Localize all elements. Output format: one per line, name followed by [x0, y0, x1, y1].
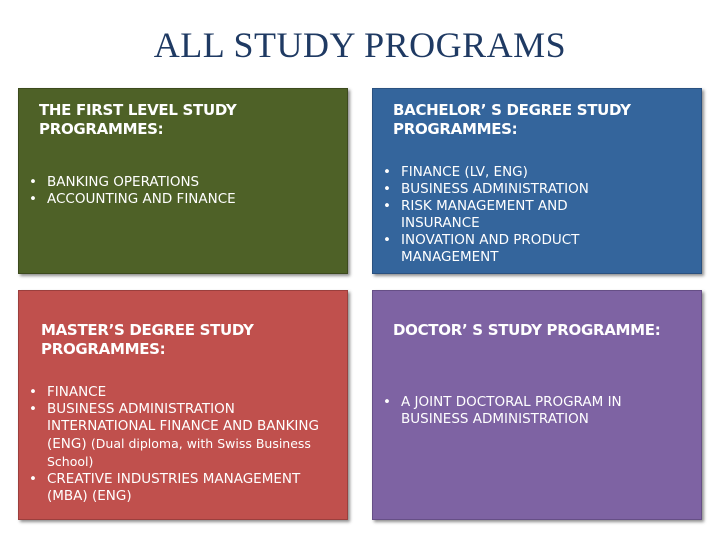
list-item-continuation: INTERNATIONAL FINANCE AND BANKING (ENG)	[47, 418, 319, 452]
master-heading	[41, 321, 254, 359]
first-level-heading-line2: PROGRAMMES:	[39, 120, 164, 138]
master-heading-line2: PROGRAMMES:	[41, 340, 166, 358]
list-item: • FINANCE (LV, ENG)	[381, 164, 631, 181]
first-level-heading-line1: THE FIRST LEVEL STUDY	[39, 101, 237, 119]
master-heading-line1: MASTER’S DEGREE STUDY	[41, 321, 254, 339]
doctor-list	[381, 394, 681, 428]
page-title: ALL STUDY PROGRAMS	[153, 25, 567, 65]
first-level-heading	[39, 101, 236, 139]
doctor-heading: DOCTOR’ S STUDY PROGRAMME:	[393, 321, 661, 339]
list-item-note: (Dual diploma, with Swiss Business School)	[47, 436, 311, 469]
list-item-text: BUSINESS ADMINISTRATION	[47, 401, 235, 417]
master-programmes-box	[18, 290, 348, 520]
bachelor-list	[381, 164, 631, 266]
first-level-programmes-box	[18, 88, 348, 274]
bachelor-heading	[393, 101, 631, 139]
list-item	[27, 401, 332, 471]
list-item: • CREATIVE INDUSTRIES MANAGEMENT (MBA) (ENG)	[27, 471, 332, 505]
first-level-list	[27, 174, 337, 208]
bachelor-heading-line2: PROGRAMMES:	[393, 120, 518, 138]
bachelor-heading-line1: BACHELOR’ S DEGREE STUDY	[393, 101, 631, 119]
list-item: • FINANCE	[27, 384, 332, 401]
master-list	[27, 384, 332, 505]
bachelor-programmes-box	[372, 88, 702, 274]
list-item: • BUSINESS ADMINISTRATION	[381, 181, 631, 198]
list-item: • INOVATION AND PRODUCT MANAGEMENT	[381, 232, 631, 266]
list-item: • A JOINT DOCTORAL PROGRAM IN BUSINESS ADMINISTRATION	[381, 394, 681, 428]
list-item: • BANKING OPERATIONS	[27, 174, 337, 191]
doctor-programme-box	[372, 290, 702, 520]
list-item: • RISK MANAGEMENT AND INSURANCE	[381, 198, 631, 232]
list-item: • ACCOUNTING AND FINANCE	[27, 191, 337, 208]
